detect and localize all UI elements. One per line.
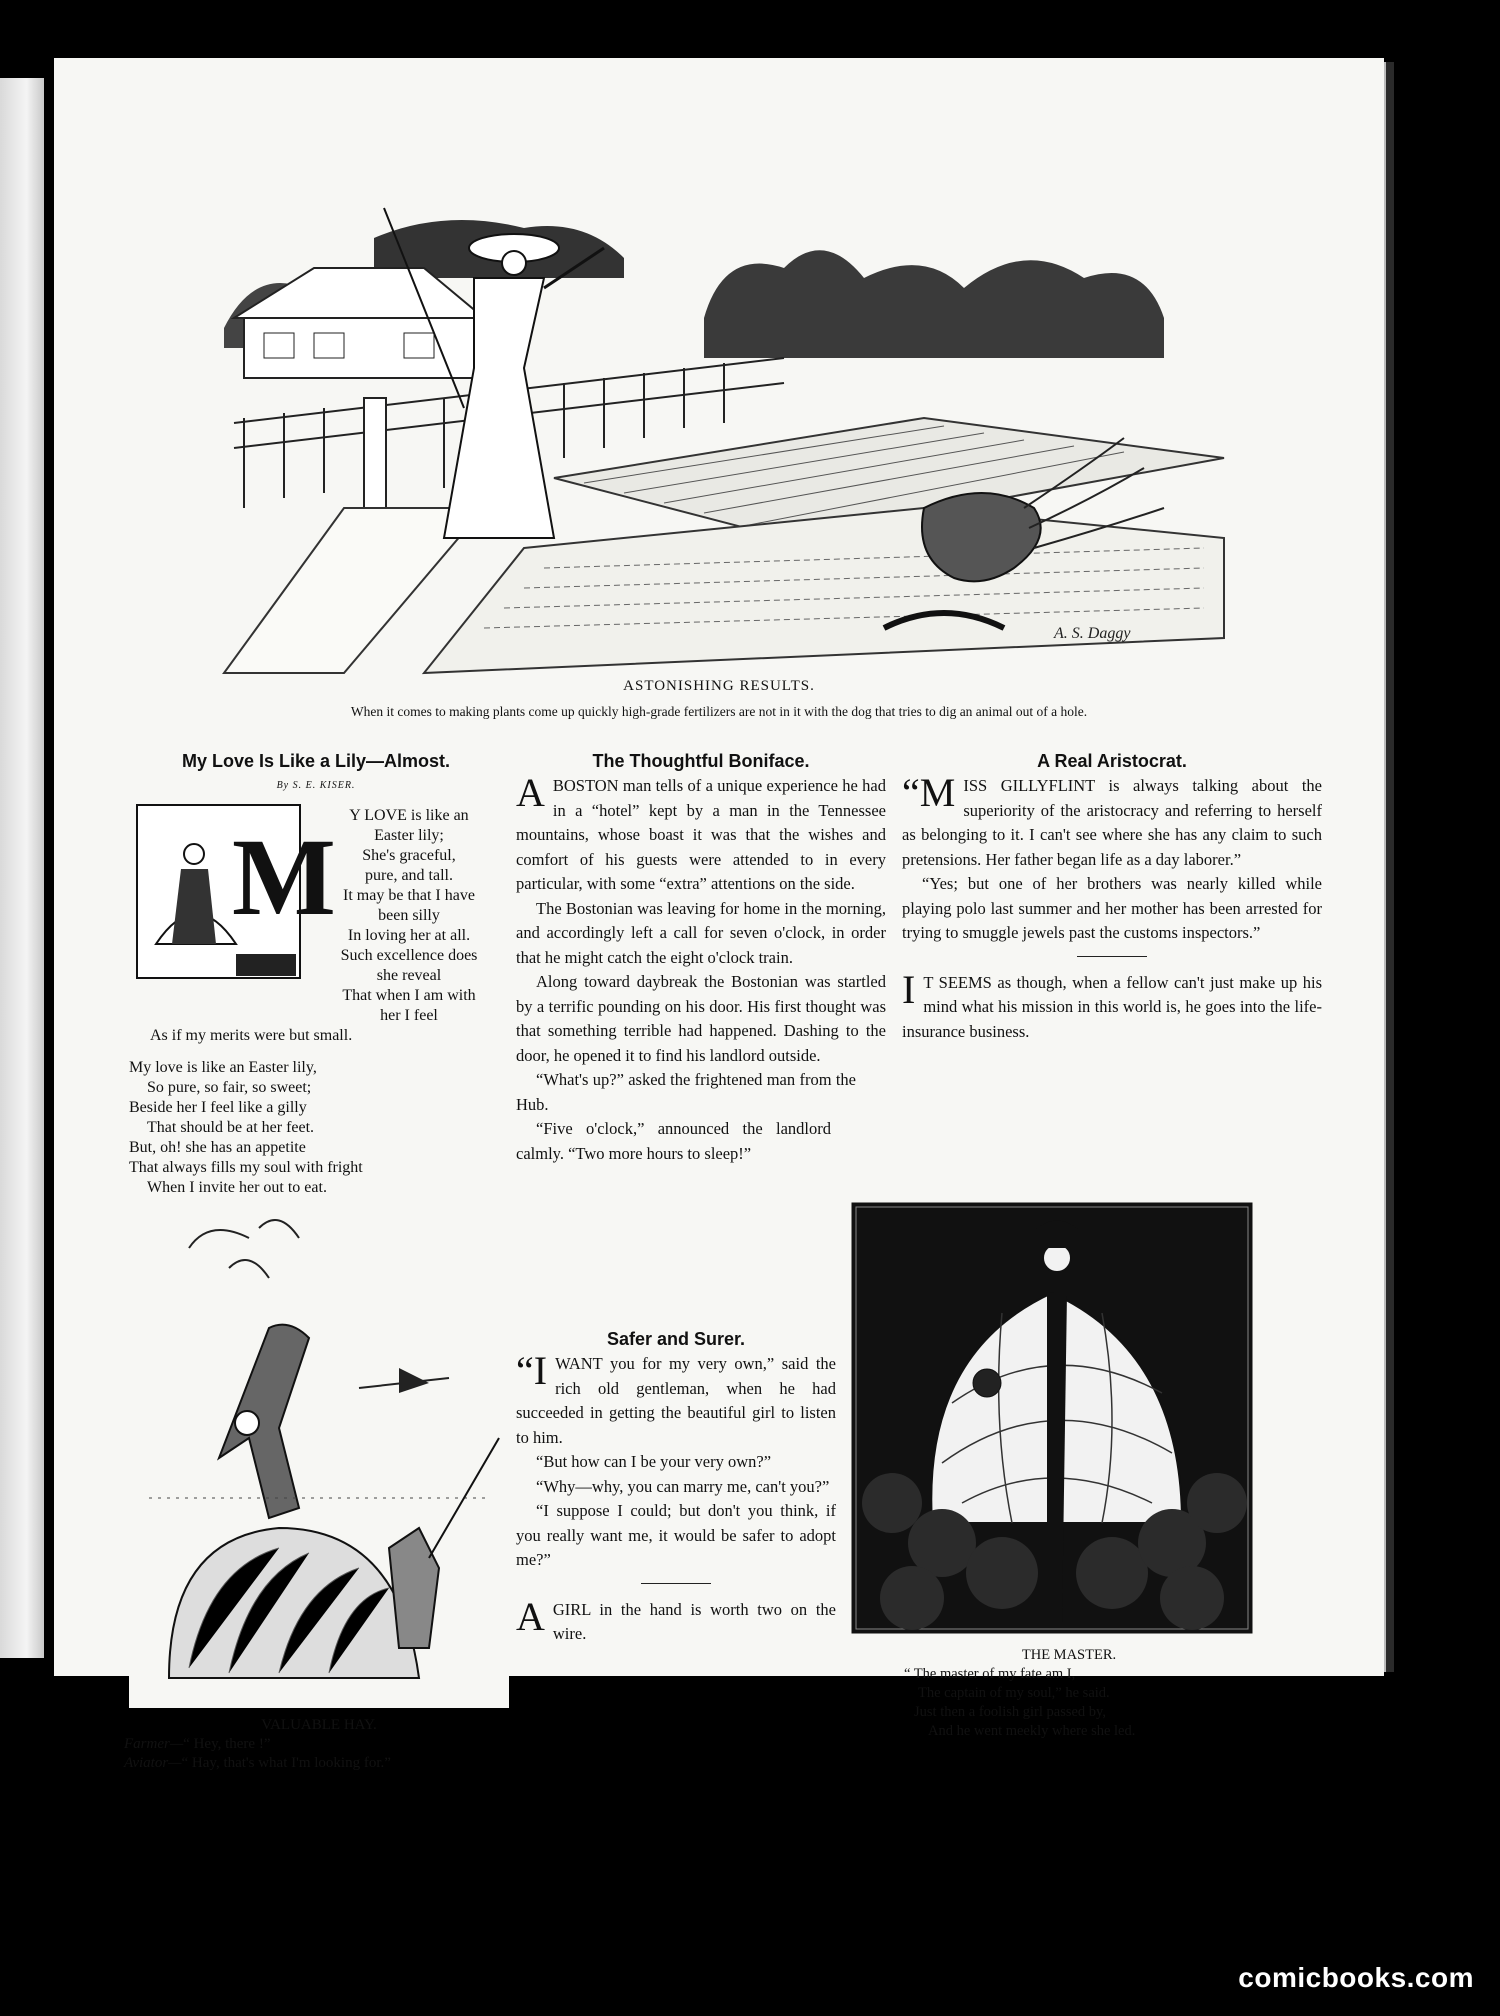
- top-caption-text: When it comes to making plants come up quickly high-grade fertilizers are not in it with the dog that tries to dig an animal out of a hole.: [350, 704, 1088, 719]
- artist-signature: A. S. Daggy: [1054, 625, 1131, 642]
- page-edge: [1384, 62, 1394, 1672]
- safer-paragraph: [516, 1348, 836, 1450]
- poem-line: That should be at her feet.: [147, 1119, 315, 1136]
- poem-line: My love is like an Easter lily,: [129, 1059, 317, 1076]
- safer-title: Safer and Surer.: [606, 1329, 746, 1349]
- boniface-paragraph: The Bostonian was leaving for home in the morning, and accordingly left a call for seven o'clock, in order that he might catch the eight o'clock train.: [516, 898, 886, 967]
- girl-dropcap: A: [516, 1593, 545, 1639]
- insurance-text: T SEEMS as though, when a fellow can't just make up his mind what his mission in this world is, he goes into the life-insurance business.: [902, 972, 1322, 1041]
- hay-speaker-farmer: Farmer—: [124, 1736, 184, 1752]
- lily-article: [126, 748, 506, 807]
- site-watermark: comicbooks.com: [1238, 1962, 1474, 1993]
- master-caption: [904, 1646, 1234, 1741]
- section-divider: [1077, 956, 1147, 957]
- section-divider: [641, 1583, 711, 1584]
- hay-caption: [124, 1716, 514, 1773]
- hay-caption-title: VALUABLE HAY.: [261, 1717, 377, 1733]
- aristocrat-dropcap: “M: [902, 770, 956, 815]
- boniface-paragraph: “What's up?” asked the frightened man from the Hub.: [516, 1070, 856, 1114]
- boniface-text: BOSTON man tells of a unique experience he had in a “hotel” kept by a man in the Tennessee mountains, whose boast it was that the wishes and comfort of his guests were attended to in every particular, with some “extra” attentions on the side.: [516, 776, 886, 893]
- poem-line: As if my merits were but small.: [150, 1027, 353, 1044]
- master-verse-line: The captain of my soul,” he said.: [918, 1685, 1110, 1701]
- safer-text: WANT you for my very own,” said the rich old gentleman, when he had succeeded in getting the beautiful girl to listen to him.: [516, 1354, 836, 1447]
- safer-dropcap: “I: [516, 1348, 548, 1393]
- garden-illustration: [224, 208, 1234, 673]
- poem-line: It may be that I have: [343, 887, 475, 904]
- aristocrat-paragraph: “Yes; but one of her brothers was nearly killed while playing polo last summer and her mother has been arrested for trying to smuggle jewels past the customs inspectors.”: [902, 874, 1322, 942]
- safer-paragraph: “Why—why, you can marry me, can't you?”: [536, 1476, 830, 1496]
- previous-page-edge: [0, 78, 44, 1658]
- top-caption-title: ASTONISHING RESULTS.: [623, 678, 815, 694]
- boniface-paragraph: “Five o'clock,” announced the landlord calmly. “Two more hours to sleep!”: [516, 1119, 831, 1163]
- poem-line: her I feel: [380, 1007, 438, 1024]
- insurance-dropcap: I: [902, 966, 916, 1012]
- hay-line-farmer: “ Hey, there !”: [183, 1736, 271, 1752]
- boniface-title: The Thoughtful Boniface.: [592, 751, 810, 771]
- aristocrat-paragraph: [902, 770, 1322, 872]
- boniface-article: [516, 748, 886, 1166]
- poem-line: she reveal: [376, 967, 442, 984]
- poem-line: Easter lily;: [374, 827, 444, 844]
- lily-stanza-1: [309, 806, 509, 1026]
- poem-line: been silly: [378, 907, 440, 924]
- girl-text: GIRL in the hand is worth two on the wire.: [552, 1599, 836, 1643]
- magazine-page: [54, 58, 1384, 1771]
- master-verse-line: And he went meekly where she led.: [928, 1723, 1136, 1739]
- lily-dropcap: M: [232, 816, 336, 938]
- aristocrat-article: [902, 748, 1322, 1044]
- poem-line: But, oh! she has an appetite: [129, 1139, 306, 1156]
- poem-line: That always fills my soul with fright: [129, 1159, 363, 1176]
- insurance-paragraph: [902, 966, 1322, 1045]
- master-verse-line: “ The master of my fate am I,: [904, 1666, 1076, 1682]
- boniface-dropcap: A: [516, 770, 545, 815]
- poem-line: Y LOVE is like an: [349, 807, 469, 824]
- hay-speaker-aviator: Aviator—: [124, 1755, 182, 1771]
- aristocrat-text: ISS GILLYFLINT is always talking about the superiority of the aristocracy and referring to herself as belonging to it. I can't see where she has any claim to such pretensions. Her father began life as a day laborer.”: [902, 776, 1322, 869]
- safer-paragraph: “I suppose I could; but don't you think, if you really want me, it would be safer to adopt me?”: [516, 1501, 836, 1569]
- poem-line: In loving her at all.: [347, 927, 471, 944]
- master-caption-title: THE MASTER.: [1021, 1647, 1117, 1663]
- poem-line: She's graceful,: [362, 847, 456, 864]
- safer-article: [516, 1326, 836, 1647]
- hay-line-aviator: “ Hay, that's what I'm looking for.”: [181, 1755, 391, 1771]
- poem-line: Beside her I feel like a gilly: [129, 1099, 307, 1116]
- poem-line: pure, and tall.: [365, 867, 453, 884]
- lily-stanza-2: [129, 1058, 499, 1198]
- lily-dropcap-illustration: [136, 804, 336, 979]
- hay-illustration: [129, 1208, 509, 1708]
- poem-line: That when I am with: [342, 987, 476, 1004]
- aristocrat-title: A Real Aristocrat.: [1037, 751, 1187, 771]
- master-verse-line: Just then a foolish girl passed by,: [914, 1704, 1106, 1720]
- safer-paragraph: “But how can I be your very own?”: [536, 1452, 772, 1471]
- boniface-paragraph: Along toward daybreak the Bostonian was startled by a terrific pounding on his door. His first thought was that something terrible had happened. Dashing to the door, he opened it to find his landlord outside.: [516, 972, 886, 1065]
- lily-title: My Love Is Like a Lily—Almost.: [181, 751, 451, 771]
- poem-line: When I invite her out to eat.: [147, 1179, 327, 1196]
- master-illustration: [852, 1203, 1252, 1633]
- poem-line: Such excellence does: [340, 947, 478, 964]
- lily-byline: By S. E. KISER.: [276, 780, 356, 791]
- poem-line: So pure, so fair, so sweet;: [147, 1079, 312, 1096]
- boniface-paragraph: [516, 770, 886, 897]
- girl-paragraph: [516, 1593, 836, 1647]
